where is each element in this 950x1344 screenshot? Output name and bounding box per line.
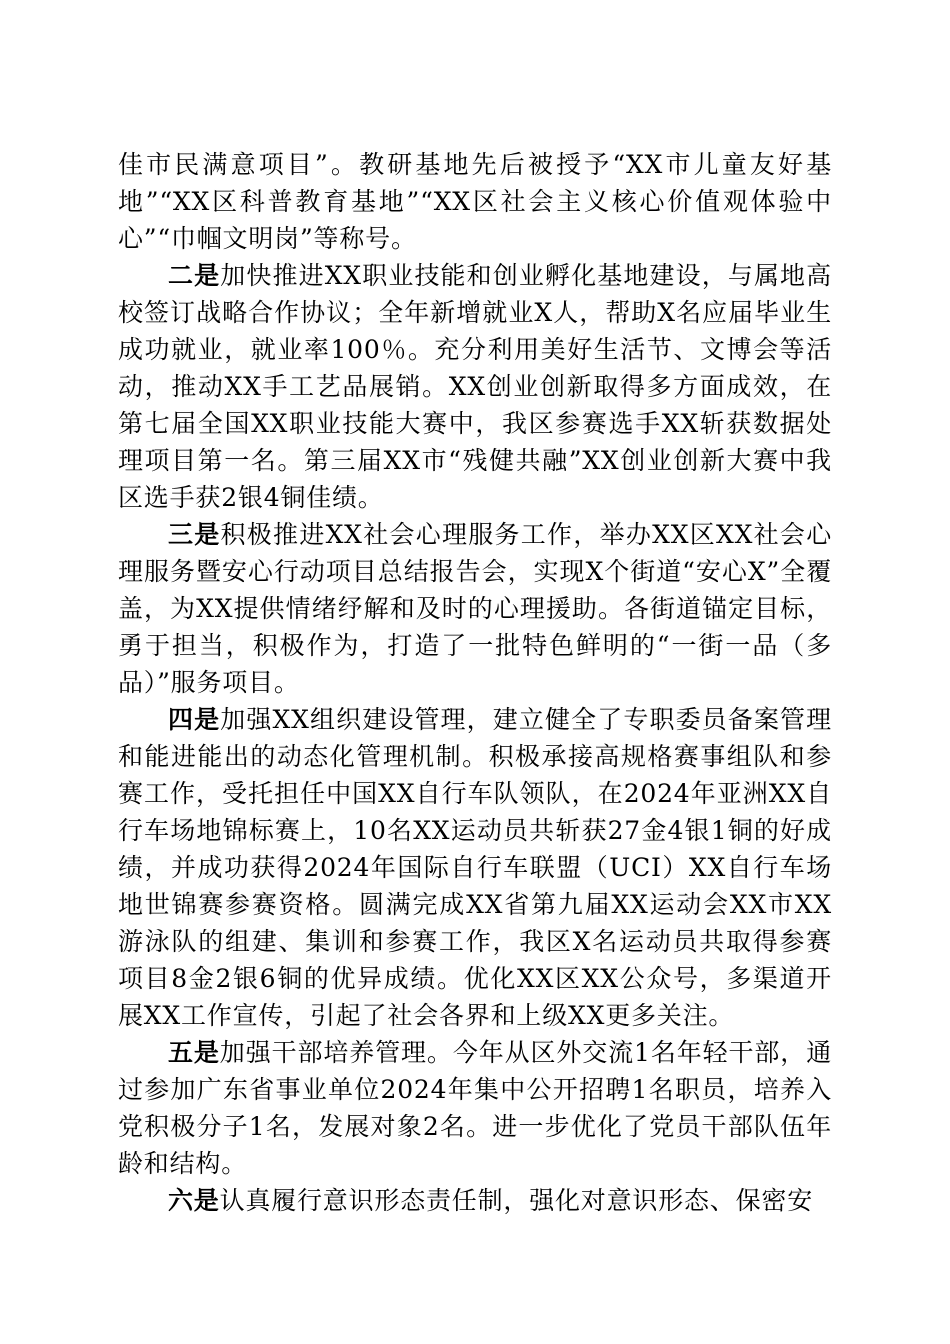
paragraph-lead: 六是 — [168, 1186, 220, 1215]
paragraph-text: 加强XX组织建设管理，建立健全了专职委员备案管理和能进能出的动态化管理机制。积极承接高规格赛事组队和参赛工作，受托担任中国XX自行车队领队，在2024年亚洲XX自行车场地锦标赛上，10名XX运动员共斩获27金4银1铜的好成绩，并成功获得2024年国际自行车联盟（UCI）XX自行车场地世锦赛参赛资格。圆满完成XX省第九届XX运动会XX市XX游泳队的组建、集训和参赛工作，我区X名运动员共取得参赛项目8金2银6铜的优异成绩。优化XX区XX公众号，多渠道开展XX工作宣传，引起了社会各界和上级XX更多关注。 — [118, 705, 832, 1030]
paragraph-text: 积极推进XX社会心理服务工作，举办XX区XX社会心理服务暨安心行动项目总结报告会，实现X个街道“安心X”全覆盖，为XX提供情绪纾解和及时的心理援助。各街道锚定目标，勇于担当，积极作为，打造了一批特色鲜明的“一街一品（多品）”服务项目。 — [118, 520, 832, 697]
paragraph-item-4 — [118, 701, 832, 1034]
paragraph-text: 加强干部培养管理。今年从区外交流1名年轻干部，通过参加广东省事业单位2024年集中公开招聘1名职员，培养入党积极分子1名，发展对象2名。进一步优化了党员干部队伍年龄和结构。 — [118, 1038, 833, 1178]
paragraph-text: 佳市民满意项目”。教研基地先后被授予“XX市儿童友好基地”“XX区科普教育基地”“XX区社会主义核心价值观体验中心”“巾帼文明岗”等称号。 — [118, 150, 832, 253]
paragraph-item-3 — [118, 516, 832, 701]
paragraph-lead: 二是 — [168, 261, 221, 290]
paragraph-continued — [118, 146, 832, 257]
paragraph-item-2 — [118, 257, 832, 516]
paragraph-text: 认真履行意识形态责任制，强化对意识形态、保密安 — [219, 1186, 814, 1215]
paragraph-text: 加快推进XX职业技能和创业孵化基地建设，与属地高校签订战略合作协议；全年新增就业X人，帮助X名应届毕业生成功就业，就业率100％。充分利用美好生活节、文博会等活动，推动XX手工艺品展销。XX创业创新取得多方面成效，在第七届全国XX职业技能大赛中，我区参赛选手XX斩获数据处理项目第一名。第三届XX市“残健共融”XX创业创新大赛中我区选手获2银4铜佳绩。 — [118, 261, 832, 512]
paragraph-item-6 — [118, 1182, 832, 1219]
paragraph-lead: 五是 — [168, 1038, 220, 1067]
paragraph-item-5 — [118, 1034, 832, 1182]
paragraph-lead: 四是 — [168, 705, 221, 734]
paragraph-lead: 三是 — [168, 520, 221, 549]
